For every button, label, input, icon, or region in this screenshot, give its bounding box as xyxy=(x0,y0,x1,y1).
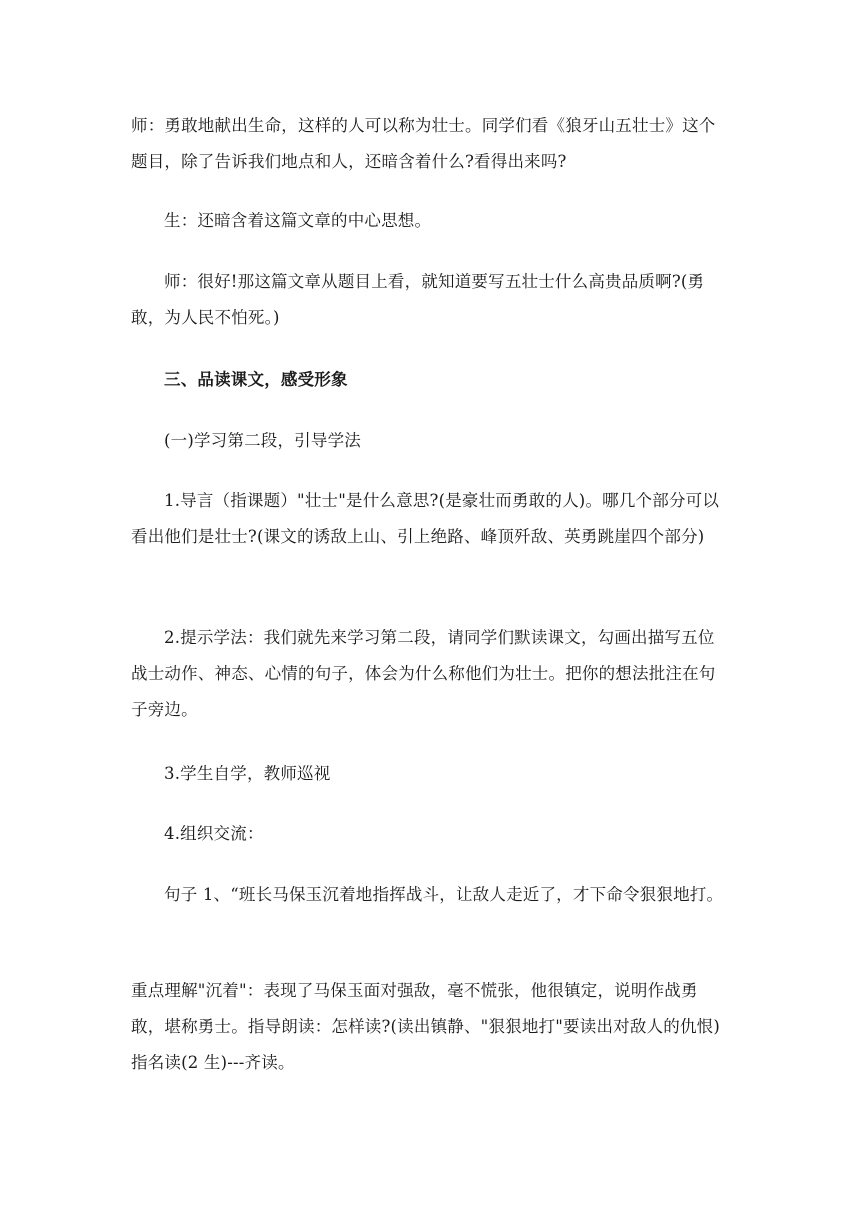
paragraph-student-1: 生：还暗含着这篇文章的中心思想。 xyxy=(164,211,432,230)
paragraph-step-4: 4.组织交流： xyxy=(164,824,264,843)
paragraph-step-2: 2.提示学法：我们就先来学习第二段，请同学们默读课文，勾画出描写五位战士动作、神态、心情的句子，体会为什么称他们为壮士。把你的想法批注在句子旁边。 xyxy=(131,628,716,719)
paragraph-key-understanding: 重点理解"沉着"：表现了马保玉面对强敌，毫不慌张，他很镇定，说明作战勇敢，堪称勇士。指导朗读：怎样读?(读出镇静、"狠狠地打"要读出对敌人的仇恨)指名读(2 生)---齐读。 xyxy=(131,981,720,1072)
paragraph-step-1: 1.导言（指课题）"壮士"是什么意思?(是豪壮而勇敢的人)。哪几个部分可以看出他们是壮士?(课文的诱敌上山、引上绝路、峰顶歼敌、英勇跳崖四个部分) xyxy=(131,491,720,546)
paragraph-step-3: 3.学生自学，教师巡视 xyxy=(164,764,331,783)
paragraph-teacher-1: 师：勇敢地献出生命，这样的人可以称为壮士。同学们看《狼牙山五壮士》这个题目，除了告诉我们地点和人，还暗含着什么?看得出来吗? xyxy=(131,116,716,171)
section-heading: 三、品读课文，感受形象 xyxy=(164,370,348,389)
subsection-heading: (一)学习第二段，引导学法 xyxy=(164,431,361,450)
paragraph-sentence-1: 句子 1、“班长马保玉沉着地指挥战斗，让敌人走近了，才下命令狠狠地打。 xyxy=(164,885,724,904)
paragraph-teacher-2: 师：很好!那这篇文章从题目上看，就知道要写五壮士什么高贵品质啊?(勇敢，为人民不怕死。) xyxy=(131,272,705,327)
